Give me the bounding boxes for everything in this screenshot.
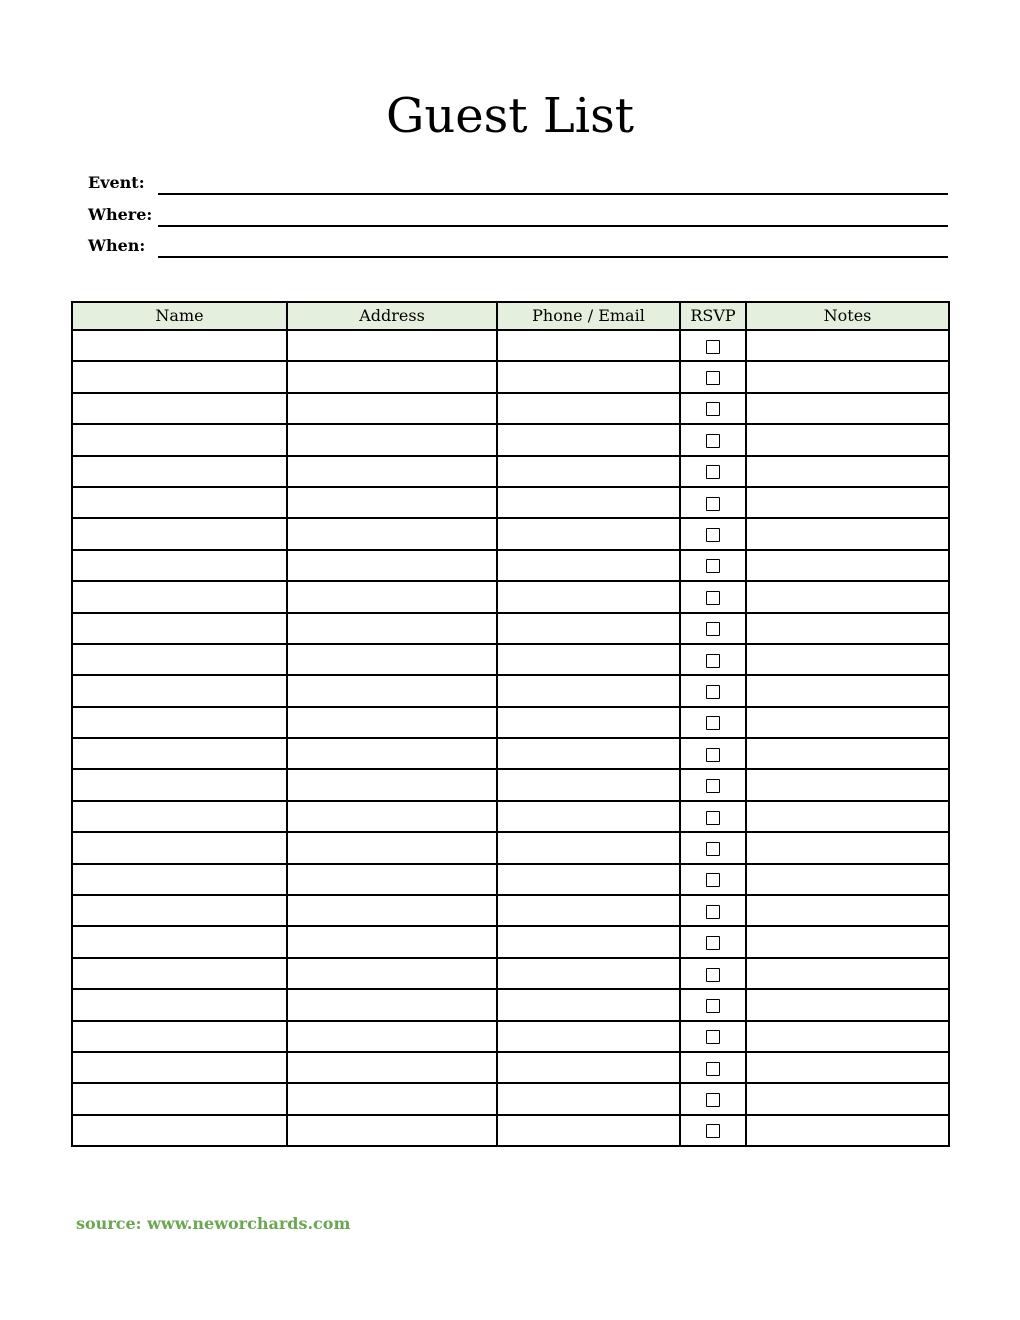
name-cell[interactable] (72, 864, 287, 895)
notes-cell[interactable] (746, 926, 949, 957)
name-cell[interactable] (72, 958, 287, 989)
rsvp-cell (680, 393, 746, 424)
rsvp-checkbox[interactable] (706, 622, 720, 636)
name-cell[interactable] (72, 613, 287, 644)
address-cell[interactable] (287, 487, 497, 518)
address-cell[interactable] (287, 613, 497, 644)
table-body (72, 330, 949, 1146)
table-row (72, 424, 949, 455)
name-cell[interactable] (72, 1021, 287, 1052)
name-cell[interactable] (72, 1052, 287, 1083)
when-input-line[interactable] (158, 256, 948, 258)
notes-cell[interactable] (746, 1021, 949, 1052)
notes-cell[interactable] (746, 958, 949, 989)
rsvp-checkbox[interactable] (706, 936, 720, 950)
name-cell[interactable] (72, 1115, 287, 1146)
name-cell[interactable] (72, 518, 287, 549)
notes-cell[interactable] (746, 393, 949, 424)
rsvp-checkbox[interactable] (706, 968, 720, 982)
rsvp-checkbox[interactable] (706, 371, 720, 385)
name-cell[interactable] (72, 738, 287, 769)
event-input-line[interactable] (158, 193, 948, 195)
address-cell[interactable] (287, 424, 497, 455)
notes-cell[interactable] (746, 456, 949, 487)
phone-email-cell[interactable] (497, 644, 680, 675)
rsvp-cell (680, 895, 746, 926)
table-row (72, 1115, 949, 1146)
rsvp-cell (680, 581, 746, 612)
address-cell[interactable] (287, 675, 497, 706)
table-row (72, 832, 949, 863)
address-cell[interactable] (287, 738, 497, 769)
when-field[interactable] (88, 232, 948, 258)
phone-email-cell[interactable] (497, 424, 680, 455)
table-row (72, 926, 949, 957)
rsvp-cell (680, 989, 746, 1020)
table-row (72, 393, 949, 424)
phone-email-cell[interactable] (497, 895, 680, 926)
rsvp-checkbox[interactable] (706, 811, 720, 825)
column-header-name: Name (72, 302, 287, 330)
phone-email-cell[interactable] (497, 707, 680, 738)
notes-cell[interactable] (746, 989, 949, 1020)
name-cell[interactable] (72, 424, 287, 455)
table-row (72, 675, 949, 706)
phone-email-cell[interactable] (497, 864, 680, 895)
event-field[interactable] (88, 169, 948, 195)
rsvp-cell (680, 738, 746, 769)
address-cell[interactable] (287, 361, 497, 392)
name-cell[interactable] (72, 989, 287, 1020)
address-cell[interactable] (287, 707, 497, 738)
notes-cell[interactable] (746, 487, 949, 518)
address-cell[interactable] (287, 864, 497, 895)
rsvp-cell (680, 424, 746, 455)
name-cell[interactable] (72, 926, 287, 957)
notes-cell[interactable] (746, 864, 949, 895)
notes-cell[interactable] (746, 895, 949, 926)
rsvp-cell (680, 1052, 746, 1083)
rsvp-checkbox[interactable] (706, 465, 720, 479)
rsvp-cell (680, 644, 746, 675)
rsvp-cell (680, 1021, 746, 1052)
address-cell[interactable] (287, 926, 497, 957)
phone-email-cell[interactable] (497, 361, 680, 392)
rsvp-checkbox[interactable] (706, 591, 720, 605)
table-row (72, 958, 949, 989)
table-row (72, 456, 949, 487)
phone-email-cell[interactable] (497, 801, 680, 832)
table-row (72, 361, 949, 392)
name-cell[interactable] (72, 801, 287, 832)
rsvp-cell (680, 832, 746, 863)
rsvp-checkbox[interactable] (706, 654, 720, 668)
rsvp-checkbox[interactable] (706, 748, 720, 762)
address-cell[interactable] (287, 1083, 497, 1114)
phone-email-cell[interactable] (497, 487, 680, 518)
address-cell[interactable] (287, 958, 497, 989)
table-row (72, 581, 949, 612)
name-cell[interactable] (72, 1083, 287, 1114)
table-row (72, 895, 949, 926)
phone-email-cell[interactable] (497, 675, 680, 706)
column-header-phone-email: Phone / Email (497, 302, 680, 330)
table-row (72, 801, 949, 832)
phone-email-cell[interactable] (497, 456, 680, 487)
table-row (72, 644, 949, 675)
rsvp-checkbox[interactable] (706, 842, 720, 856)
event-label: Event: (88, 173, 145, 192)
rsvp-checkbox[interactable] (706, 905, 720, 919)
rsvp-checkbox[interactable] (706, 1093, 720, 1107)
name-cell[interactable] (72, 550, 287, 581)
when-label: When: (88, 236, 146, 255)
address-cell[interactable] (287, 832, 497, 863)
table-row (72, 989, 949, 1020)
name-cell[interactable] (72, 393, 287, 424)
notes-cell[interactable] (746, 801, 949, 832)
notes-cell[interactable] (746, 424, 949, 455)
notes-cell[interactable] (746, 738, 949, 769)
name-cell[interactable] (72, 361, 287, 392)
notes-cell[interactable] (746, 769, 949, 800)
phone-email-cell[interactable] (497, 1115, 680, 1146)
rsvp-checkbox[interactable] (706, 528, 720, 542)
address-cell[interactable] (287, 330, 497, 361)
address-cell[interactable] (287, 581, 497, 612)
phone-email-cell[interactable] (497, 518, 680, 549)
where-field[interactable] (88, 201, 948, 227)
rsvp-cell (680, 926, 746, 957)
notes-cell[interactable] (746, 550, 949, 581)
phone-email-cell[interactable] (497, 393, 680, 424)
phone-email-cell[interactable] (497, 738, 680, 769)
phone-email-cell[interactable] (497, 769, 680, 800)
page-title: Guest List (386, 88, 634, 144)
name-cell[interactable] (72, 832, 287, 863)
address-cell[interactable] (287, 801, 497, 832)
notes-cell[interactable] (746, 1115, 949, 1146)
table-row (72, 330, 949, 361)
column-header-address: Address (287, 302, 497, 330)
notes-cell[interactable] (746, 1083, 949, 1114)
rsvp-checkbox[interactable] (706, 559, 720, 573)
notes-cell[interactable] (746, 832, 949, 863)
notes-cell[interactable] (746, 361, 949, 392)
table-row (72, 738, 949, 769)
name-cell[interactable] (72, 581, 287, 612)
notes-cell[interactable] (746, 1052, 949, 1083)
rsvp-cell (680, 550, 746, 581)
name-cell[interactable] (72, 644, 287, 675)
table-row (72, 550, 949, 581)
notes-cell[interactable] (746, 613, 949, 644)
rsvp-cell (680, 1083, 746, 1114)
table-row (72, 1052, 949, 1083)
rsvp-checkbox[interactable] (706, 1124, 720, 1138)
table-row (72, 1083, 949, 1114)
table-header-row (72, 302, 949, 330)
name-cell[interactable] (72, 487, 287, 518)
notes-cell[interactable] (746, 518, 949, 549)
rsvp-cell (680, 613, 746, 644)
phone-email-cell[interactable] (497, 1021, 680, 1052)
address-cell[interactable] (287, 518, 497, 549)
address-cell[interactable] (287, 769, 497, 800)
source-note: source: www.neworchards.com (76, 1214, 351, 1233)
rsvp-checkbox[interactable] (706, 1030, 720, 1044)
notes-cell[interactable] (746, 707, 949, 738)
rsvp-cell (680, 330, 746, 361)
rsvp-cell (680, 361, 746, 392)
phone-email-cell[interactable] (497, 1083, 680, 1114)
address-cell[interactable] (287, 1021, 497, 1052)
rsvp-cell (680, 1115, 746, 1146)
table-row (72, 1021, 949, 1052)
table-row (72, 864, 949, 895)
phone-email-cell[interactable] (497, 832, 680, 863)
table-row (72, 487, 949, 518)
name-cell[interactable] (72, 675, 287, 706)
phone-email-cell[interactable] (497, 330, 680, 361)
rsvp-cell (680, 707, 746, 738)
table-row (72, 518, 949, 549)
rsvp-cell (680, 801, 746, 832)
address-cell[interactable] (287, 393, 497, 424)
phone-email-cell[interactable] (497, 613, 680, 644)
phone-email-cell[interactable] (497, 1052, 680, 1083)
notes-cell[interactable] (746, 330, 949, 361)
rsvp-cell (680, 518, 746, 549)
address-cell[interactable] (287, 550, 497, 581)
table-row (72, 707, 949, 738)
rsvp-checkbox[interactable] (706, 685, 720, 699)
rsvp-checkbox[interactable] (706, 999, 720, 1013)
column-header-rsvp: RSVP (680, 302, 746, 330)
name-cell[interactable] (72, 769, 287, 800)
notes-cell[interactable] (746, 675, 949, 706)
name-cell[interactable] (72, 707, 287, 738)
address-cell[interactable] (287, 456, 497, 487)
rsvp-checkbox[interactable] (706, 1062, 720, 1076)
rsvp-checkbox[interactable] (706, 340, 720, 354)
table-row (72, 769, 949, 800)
name-cell[interactable] (72, 456, 287, 487)
where-input-line[interactable] (158, 225, 948, 227)
address-cell[interactable] (287, 1052, 497, 1083)
rsvp-checkbox[interactable] (706, 434, 720, 448)
where-label: Where: (88, 205, 153, 224)
phone-email-cell[interactable] (497, 926, 680, 957)
name-cell[interactable] (72, 330, 287, 361)
table-row (72, 613, 949, 644)
phone-email-cell[interactable] (497, 989, 680, 1020)
address-cell[interactable] (287, 895, 497, 926)
phone-email-cell[interactable] (497, 581, 680, 612)
rsvp-checkbox[interactable] (706, 716, 720, 730)
guest-table (71, 301, 950, 1147)
rsvp-checkbox[interactable] (706, 779, 720, 793)
address-cell[interactable] (287, 644, 497, 675)
rsvp-cell (680, 675, 746, 706)
notes-cell[interactable] (746, 644, 949, 675)
address-cell[interactable] (287, 989, 497, 1020)
rsvp-checkbox[interactable] (706, 497, 720, 511)
rsvp-cell (680, 487, 746, 518)
notes-cell[interactable] (746, 581, 949, 612)
rsvp-checkbox[interactable] (706, 402, 720, 416)
column-header-notes: Notes (746, 302, 949, 330)
rsvp-cell (680, 958, 746, 989)
rsvp-checkbox[interactable] (706, 873, 720, 887)
name-cell[interactable] (72, 895, 287, 926)
rsvp-cell (680, 864, 746, 895)
address-cell[interactable] (287, 1115, 497, 1146)
phone-email-cell[interactable] (497, 958, 680, 989)
rsvp-cell (680, 456, 746, 487)
phone-email-cell[interactable] (497, 550, 680, 581)
rsvp-cell (680, 769, 746, 800)
